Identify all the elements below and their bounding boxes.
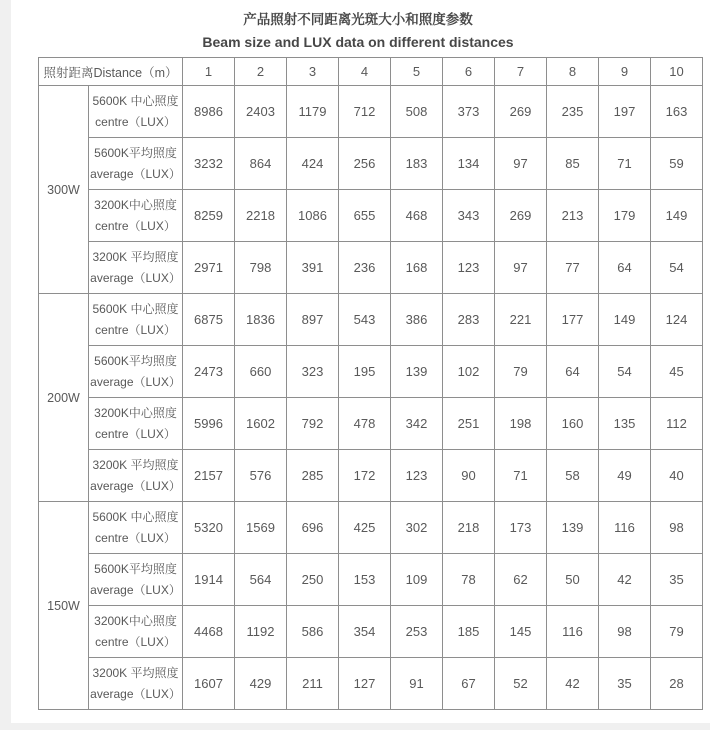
power-group-cell: 200W [39, 294, 89, 502]
page-title-cn: 产品照射不同距离光斑大小和照度参数 [243, 12, 473, 27]
lux-value-cell: 2473 [183, 346, 235, 398]
row-label-line: 5600K 中心照度 [92, 93, 179, 108]
row-label-cell [89, 554, 183, 606]
lux-value-cell: 50 [547, 554, 599, 606]
lux-value-cell: 1086 [287, 190, 339, 242]
distance-column-header: 1 [183, 58, 235, 86]
lux-value-cell: 2971 [183, 242, 235, 294]
lux-value-cell: 52 [495, 658, 547, 710]
lux-value-cell: 45 [651, 346, 703, 398]
lux-value-cell: 91 [391, 658, 443, 710]
lux-value-cell: 54 [651, 242, 703, 294]
row-label-cell [89, 450, 183, 502]
lux-value-cell: 1914 [183, 554, 235, 606]
lux-value-cell: 468 [391, 190, 443, 242]
row-label-line: 5600K 中心照度 [92, 509, 179, 524]
lux-value-cell: 269 [495, 86, 547, 138]
row-label-line: average（LUX） [90, 374, 181, 389]
row-label-line: 3200K 平均照度 [92, 457, 179, 472]
lux-value-cell: 5320 [183, 502, 235, 554]
lux-value-cell: 235 [547, 86, 599, 138]
lux-value-cell: 42 [599, 554, 651, 606]
lux-value-cell: 285 [287, 450, 339, 502]
lux-value-cell: 195 [339, 346, 391, 398]
row-label-cell [89, 346, 183, 398]
lux-value-cell: 213 [547, 190, 599, 242]
lux-value-cell: 342 [391, 398, 443, 450]
lux-value-cell: 67 [443, 658, 495, 710]
lux-value-cell: 177 [547, 294, 599, 346]
lux-value-cell: 792 [287, 398, 339, 450]
lux-value-cell: 655 [339, 190, 391, 242]
row-label-line: average（LUX） [90, 166, 181, 181]
lux-value-cell: 109 [391, 554, 443, 606]
lux-value-cell: 269 [495, 190, 547, 242]
lux-value-cell: 42 [547, 658, 599, 710]
lux-value-cell: 179 [599, 190, 651, 242]
lux-value-cell: 173 [495, 502, 547, 554]
row-label-line: centre（LUX） [95, 218, 176, 233]
row-label-line: 3200K中心照度 [94, 197, 177, 212]
lux-value-cell: 373 [443, 86, 495, 138]
row-label-line: 5600K 中心照度 [92, 301, 179, 316]
lux-value-cell: 6875 [183, 294, 235, 346]
lux-value-cell: 64 [547, 346, 599, 398]
lux-value-cell: 102 [443, 346, 495, 398]
header-row [39, 58, 703, 86]
lux-value-cell: 62 [495, 554, 547, 606]
lux-value-cell: 185 [443, 606, 495, 658]
row-label-line: centre（LUX） [95, 426, 176, 441]
lux-value-cell: 85 [547, 138, 599, 190]
lux-value-cell: 1179 [287, 86, 339, 138]
lux-value-cell: 145 [495, 606, 547, 658]
lux-value-cell: 386 [391, 294, 443, 346]
table-row [39, 658, 703, 710]
lux-value-cell: 478 [339, 398, 391, 450]
lux-value-cell: 71 [495, 450, 547, 502]
lux-value-cell: 153 [339, 554, 391, 606]
lux-value-cell: 1836 [235, 294, 287, 346]
lux-value-cell: 49 [599, 450, 651, 502]
distance-column-header: 8 [547, 58, 599, 86]
lux-value-cell: 35 [651, 554, 703, 606]
row-label-line: 3200K中心照度 [94, 613, 177, 628]
row-label-line: 5600K平均照度 [94, 145, 177, 160]
row-label-line: 5600K平均照度 [94, 561, 177, 576]
table-body [39, 86, 703, 710]
distance-column-header: 5 [391, 58, 443, 86]
lux-value-cell: 116 [599, 502, 651, 554]
table-row [39, 450, 703, 502]
lux-value-cell: 283 [443, 294, 495, 346]
lux-value-cell: 123 [391, 450, 443, 502]
lux-value-cell: 586 [287, 606, 339, 658]
power-group-cell: 300W [39, 86, 89, 294]
lux-value-cell: 323 [287, 346, 339, 398]
row-label-cell [89, 190, 183, 242]
lux-value-cell: 98 [651, 502, 703, 554]
lux-value-cell: 98 [599, 606, 651, 658]
lux-value-cell: 124 [651, 294, 703, 346]
lux-value-cell: 28 [651, 658, 703, 710]
row-label-cell [89, 398, 183, 450]
lux-value-cell: 543 [339, 294, 391, 346]
lux-value-cell: 218 [443, 502, 495, 554]
lux-value-cell: 97 [495, 138, 547, 190]
lux-value-cell: 139 [547, 502, 599, 554]
row-label-line: centre（LUX） [95, 530, 176, 545]
lux-value-cell: 1607 [183, 658, 235, 710]
lux-value-cell: 221 [495, 294, 547, 346]
lux-value-cell: 251 [443, 398, 495, 450]
lux-value-cell: 35 [599, 658, 651, 710]
lux-value-cell: 198 [495, 398, 547, 450]
lux-value-cell: 3232 [183, 138, 235, 190]
table-row [39, 346, 703, 398]
table-row [39, 294, 703, 346]
row-label-cell [89, 606, 183, 658]
distance-column-header: 10 [651, 58, 703, 86]
distance-header-cell: 照射距离Distance（m） [39, 58, 183, 86]
lux-value-cell: 864 [235, 138, 287, 190]
lux-value-cell: 90 [443, 450, 495, 502]
distance-column-header: 3 [287, 58, 339, 86]
lux-value-cell: 253 [391, 606, 443, 658]
lux-value-cell: 71 [599, 138, 651, 190]
lux-value-cell: 302 [391, 502, 443, 554]
lux-value-cell: 1192 [235, 606, 287, 658]
table-row [39, 86, 703, 138]
row-label-line: 3200K中心照度 [94, 405, 177, 420]
lux-value-cell: 343 [443, 190, 495, 242]
lux-value-cell: 4468 [183, 606, 235, 658]
lux-value-cell: 54 [599, 346, 651, 398]
lux-value-cell: 354 [339, 606, 391, 658]
lux-value-cell: 564 [235, 554, 287, 606]
row-label-line: average（LUX） [90, 478, 181, 493]
lux-value-cell: 58 [547, 450, 599, 502]
lux-value-cell: 1602 [235, 398, 287, 450]
lux-value-cell: 78 [443, 554, 495, 606]
row-label-cell [89, 242, 183, 294]
lux-value-cell: 2218 [235, 190, 287, 242]
lux-value-cell: 508 [391, 86, 443, 138]
distance-column-header: 7 [495, 58, 547, 86]
lux-value-cell: 197 [599, 86, 651, 138]
table-row [39, 554, 703, 606]
lux-value-cell: 160 [547, 398, 599, 450]
row-label-cell [89, 658, 183, 710]
lux-value-cell: 8986 [183, 86, 235, 138]
lux-value-cell: 116 [547, 606, 599, 658]
lux-value-cell: 59 [651, 138, 703, 190]
row-label-cell [89, 138, 183, 190]
distance-column-header: 4 [339, 58, 391, 86]
distance-column-header: 6 [443, 58, 495, 86]
lux-value-cell: 97 [495, 242, 547, 294]
lux-value-cell: 149 [599, 294, 651, 346]
lux-value-cell: 139 [391, 346, 443, 398]
lux-value-cell: 211 [287, 658, 339, 710]
lux-value-cell: 1569 [235, 502, 287, 554]
lux-data-table [38, 57, 703, 710]
lux-value-cell: 2157 [183, 450, 235, 502]
lux-value-cell: 2403 [235, 86, 287, 138]
lux-value-cell: 256 [339, 138, 391, 190]
row-label-line: 3200K 平均照度 [92, 249, 179, 264]
lux-value-cell: 123 [443, 242, 495, 294]
distance-column-header: 2 [235, 58, 287, 86]
lux-value-cell: 183 [391, 138, 443, 190]
lux-value-cell: 79 [651, 606, 703, 658]
table-row [39, 606, 703, 658]
row-label-line: average（LUX） [90, 270, 181, 285]
lux-value-cell: 134 [443, 138, 495, 190]
lux-value-cell: 79 [495, 346, 547, 398]
lux-value-cell: 696 [287, 502, 339, 554]
lux-value-cell: 64 [599, 242, 651, 294]
lux-value-cell: 112 [651, 398, 703, 450]
lux-value-cell: 127 [339, 658, 391, 710]
distance-column-header: 9 [599, 58, 651, 86]
row-label-line: 3200K 平均照度 [92, 665, 179, 680]
lux-value-cell: 172 [339, 450, 391, 502]
row-label-line: 5600K平均照度 [94, 353, 177, 368]
lux-value-cell: 660 [235, 346, 287, 398]
lux-value-cell: 897 [287, 294, 339, 346]
row-label-line: centre（LUX） [95, 114, 176, 129]
row-label-cell [89, 502, 183, 554]
lux-value-cell: 712 [339, 86, 391, 138]
lux-value-cell: 149 [651, 190, 703, 242]
lux-value-cell: 391 [287, 242, 339, 294]
lux-value-cell: 135 [599, 398, 651, 450]
lux-value-cell: 236 [339, 242, 391, 294]
row-label-cell [89, 86, 183, 138]
bottom-margin-strip [0, 723, 710, 730]
row-label-line: centre（LUX） [95, 322, 176, 337]
lux-value-cell: 424 [287, 138, 339, 190]
lux-value-cell: 425 [339, 502, 391, 554]
lux-value-cell: 40 [651, 450, 703, 502]
table-row [39, 242, 703, 294]
row-label-line: average（LUX） [90, 582, 181, 597]
lux-value-cell: 798 [235, 242, 287, 294]
lux-value-cell: 8259 [183, 190, 235, 242]
lux-value-cell: 168 [391, 242, 443, 294]
page-title-en: Beam size and LUX data on different distances [202, 34, 514, 50]
lux-value-cell: 576 [235, 450, 287, 502]
left-margin-strip [0, 0, 11, 730]
row-label-line: centre（LUX） [95, 634, 176, 649]
table-row [39, 398, 703, 450]
table-row [39, 190, 703, 242]
lux-value-cell: 163 [651, 86, 703, 138]
lux-value-cell: 77 [547, 242, 599, 294]
power-group-cell: 150W [39, 502, 89, 710]
table-row [39, 138, 703, 190]
row-label-cell [89, 294, 183, 346]
lux-value-cell: 429 [235, 658, 287, 710]
lux-value-cell: 5996 [183, 398, 235, 450]
table-row [39, 502, 703, 554]
lux-value-cell: 250 [287, 554, 339, 606]
row-label-line: average（LUX） [90, 686, 181, 701]
